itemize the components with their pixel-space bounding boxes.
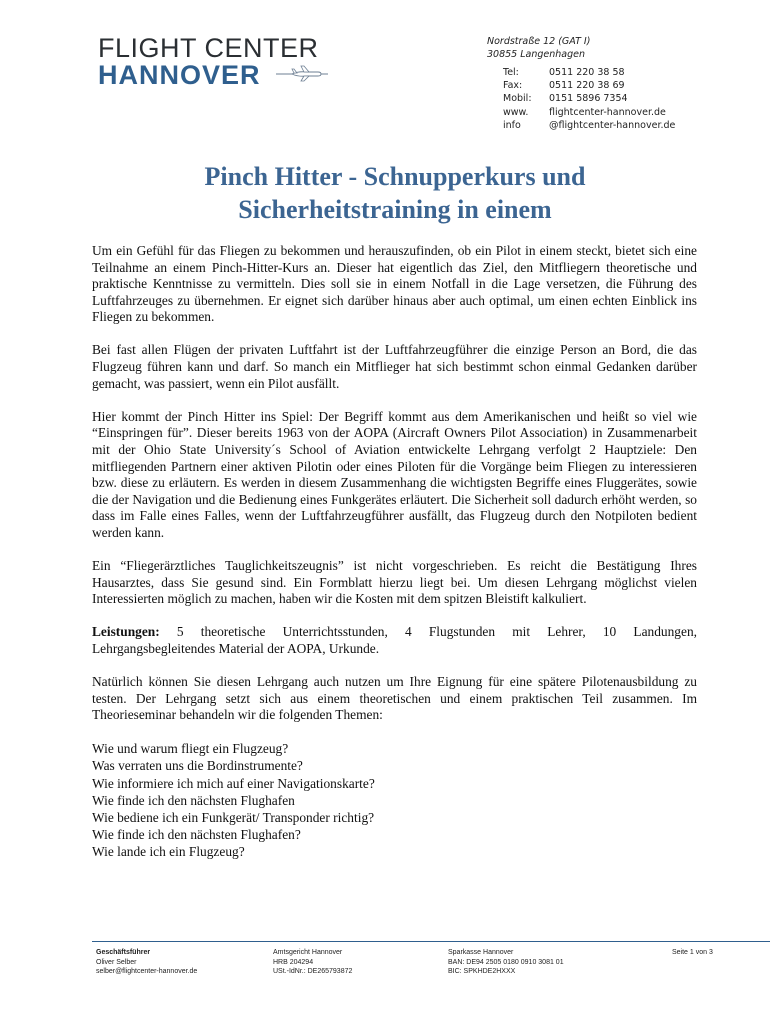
logo-text-top: FLIGHT CENTER [98,33,319,63]
website-link[interactable]: flightcenter-hannover.de [549,106,666,118]
topic-item: Wie informiere ich mich auf einer Navigationskarte? [92,775,375,791]
contact-row-fax [503,79,675,92]
footer-bank-name: Sparkasse Hannover [448,949,514,956]
leistungen-text: 5 theoretische Unterrichtsstunden, 4 Flugstunden mit Lehrer, 10 Landungen, Lehrgangsbegleitendes Material der AOPA, Urkunde. [92,624,697,656]
contact-label: www. [503,106,529,118]
leistungen-label: Leistungen: [92,624,160,640]
paragraph-private-aviation: Bei fast allen Flügen der privaten Luftfahrt ist der Luftfahrzeugführer die einzige Person an Bord, die das Flugzeug führen kann und darf. So manch ein Mitflieger hat sich bestimmt schon einmal Gedanken darüber gemacht, was passiert, wenn ein Pilot ausfällt. [92,342,697,391]
logo-text-bottom: HANNOVER [98,60,261,90]
footer-iban: BAN: DE94 2505 0180 0910 3081 01 [448,958,564,966]
title-line-1: Pinch Hitter - Schnupperkurs und [204,162,586,191]
footer-vat-id: USt.-IdNr.: DE265793872 [273,968,353,975]
footer-page-number: Seite 1 von 3 [672,949,713,956]
title-line-2: Sicherheitstraining in einem [238,195,552,224]
contact-value: 0151 5896 7354 [549,93,628,105]
paragraph-closing: Natürlich können Sie diesen Lehrgang auch nutzen um Ihre Eignung für eine spätere Pilotenausbildung zu testen. Der Lehrgang setzt sich aus einem theoretischen und einem praktischen Teil zusammen. Im Theorieseminar behandeln wir die folgenden Themen: [92,673,697,723]
footer-heading: Geschäftsführer [96,949,151,956]
topic-item: Wie lande ich ein Flugzeug? [92,844,245,860]
paragraph-pinch-hitter: Hier kommt der Pinch Hitter ins Spiel: Der Begriff kommt aus dem Amerikanischen und heißt so viel wie “Einspringen für”. Dieser bereits 1963 von der AOPA (Aircraft Owners Pilot Association) in Zusammenarbeit mit der Ohio State University´s School of Aviation entwickelte Lehrgang verfolgt 2 Hauptziele: Den mitfliegenden Partnern einer aktiven Pilotin oder eines Piloten für die Vorgänge beim Fliegen zu interessieren bzw. diese zu erläutern. Es werden in diesem Zusammenhang die wichtigsten Begriffe eines Fluggerätes, sowie die der Navigation und die Bedienung eines Funkgerätes erläutert. Die Sicherheit soll dadurch erhöht werden, so dass im Falle eines Falles, wenn der Luftfahrzeugführer ausfällt, das Flugzeug durch den Notpiloten bedient werden kann. [92,408,697,540]
contact-row-tel [503,66,675,79]
footer-registry [273,948,352,977]
footer-director-name: Oliver Selber [96,958,137,966]
paragraph-intro: Um ein Gefühl für das Fliegen zu bekommen und herauszufinden, ob ein Pilot in einem steckt, bietet sich eine Teilnahme an einem Pinch-Hitter-Kurs an. Dieser hat eigentlich das Ziel, den Mitfliegern theoretische und praktische Kenntnisse zu vermitteln. Dies soll sie in einem Notfall in die Lage versetzen, die Führung des Luftfahrzeuges zu übernehmen. Er eignet sich darüber hinaus aber auch optimal, um einen echten Einblick ins Fliegen zu bekommen. [92,243,697,325]
topic-item: Wie finde ich den nächsten Flughafen [92,792,295,808]
footer-divider [92,941,770,942]
contact-row-www[interactable] [503,106,675,119]
contact-row-mobil [503,92,675,105]
topic-item: Wie finde ich den nächsten Flughafen? [92,827,301,843]
footer-court: Amtsgericht Hannover [273,949,343,956]
footer-director-email[interactable]: selber@flightcenter-hannover.de [96,968,198,975]
paragraph-medical: Ein “Fliegerärztliches Tauglichkeitszeugnis” ist nicht vorgeschrieben. Es reicht die Bestätigung Ihres Hausarztes, dass Sie gesund sind. Ein Formblatt hierzu liegt bei. Um diesen Lehrgang möglichst vielen Interessierten möglich zu machen, haben wir die Kosten mit dem spitzen Bleistift kalkuliert. [92,558,697,607]
email-link[interactable]: @flightcenter-hannover.de [549,119,676,131]
document-title [90,160,700,226]
footer-hrb: HRB 204294 [273,958,314,966]
footer-bank [448,948,564,977]
airplane-icon [274,64,330,82]
address-city: 30855 Langenhagen [487,49,586,60]
topic-item: Was verraten uns die Bordinstrumente? [92,758,303,774]
document-body [92,243,697,861]
address-street: Nordstraße 12 (GAT I) [487,36,591,47]
topic-item: Wie bediene ich ein Funkgerät/ Transponder richtig? [92,810,375,826]
company-logo [98,34,338,90]
address-block [487,35,590,61]
topic-list [92,740,697,860]
topic-item: Wie und warum fliegt ein Flugzeug? [92,741,289,757]
contact-label: info [503,119,521,131]
paragraph-leistungen [92,624,697,657]
contact-label: Mobil: [503,93,532,105]
contact-value: 0511 220 38 58 [549,67,625,78]
contact-list [503,66,675,132]
contact-value: 0511 220 38 69 [549,80,625,92]
footer-bic: BIC: SPKHDE2HXXX [448,968,516,975]
footer-managing-director [96,948,197,977]
contact-label: Tel: [503,67,519,78]
contact-row-email[interactable] [503,119,675,132]
contact-label: Fax: [503,80,523,92]
